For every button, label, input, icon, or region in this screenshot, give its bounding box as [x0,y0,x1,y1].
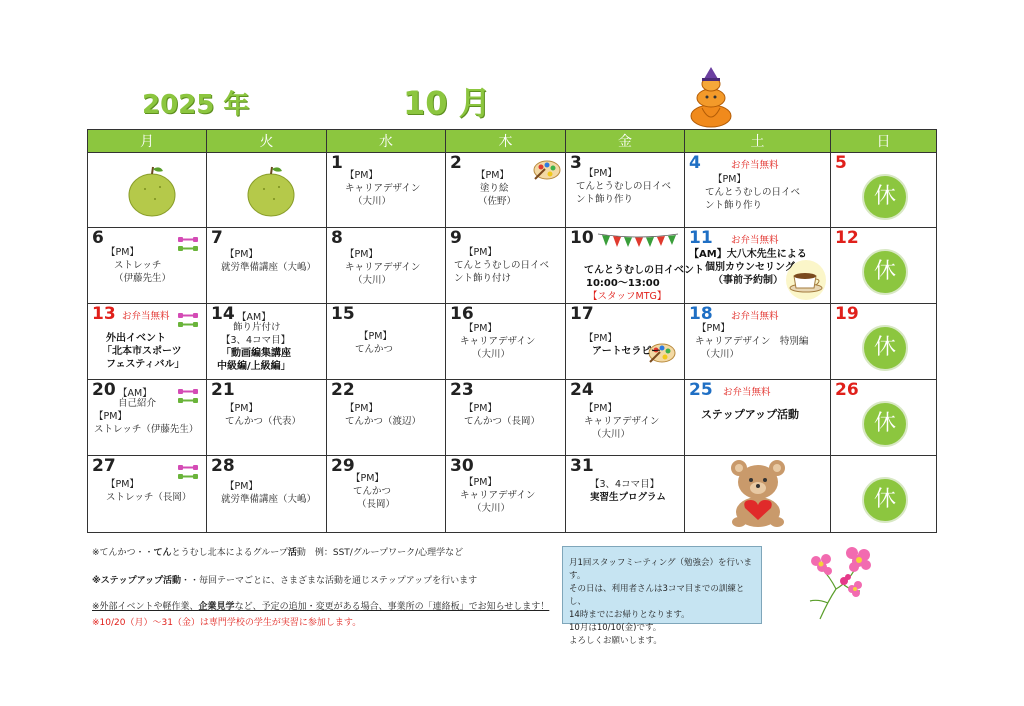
event-slot: 【PM】 [225,481,258,492]
day-number: 6 [92,228,104,248]
day-cell-7[interactable] [207,228,327,304]
event-note: （事前予約制） [713,275,783,286]
event-slot: 【PM】 [464,403,497,414]
weekday-mon: 月 [88,130,207,153]
event-staff: （大川） [353,196,392,207]
event-slot: 【PM】 [464,323,497,334]
day-cell-20[interactable] [88,380,207,456]
event-title: てんとうむしの日イベ [576,181,672,192]
event-slot: 【3、4コマ目】 [221,335,291,346]
dumbbell-icon [176,310,200,330]
event-slot: 【PM】 [106,247,139,258]
day-cell-23[interactable] [446,380,566,456]
event-title-cont: 「北本市スポーツ [102,346,182,357]
day-cell-29[interactable] [327,456,446,533]
event-slot: 【3、4コマ目】 [590,479,660,490]
day-cell-14[interactable] [207,304,327,380]
event-staff: （大川） [701,349,740,360]
event-slot: 【PM】 [713,174,746,185]
day-number: 22 [331,380,355,400]
weekday-thu: 木 [446,130,566,153]
event-title: ストレッチ [114,260,162,271]
event-slot: 【AM】 [118,388,152,399]
day-cell-8[interactable] [327,228,446,304]
day-number: 9 [450,228,462,248]
event-staff: （大川） [592,429,631,440]
event-title: てんかつ [355,344,394,355]
day-cell-6[interactable] [88,228,207,304]
day-number: 28 [211,456,235,476]
event-title: ストレッチ（伊藤先生） [94,424,199,435]
event-slot: 【PM】 [464,247,497,258]
event-slot: 【PM】 [94,411,127,422]
event-slot: 【PM】 [345,403,378,414]
day-cell-12[interactable] [831,228,937,304]
event-time: 10:00～13:00 [586,278,660,289]
day-number: 23 [450,380,474,400]
event-staff: （大川） [472,503,511,514]
event-title: 「動画編集講座 [221,348,291,359]
staff-meeting-label: 【スタッフMTG】 [588,291,667,302]
event-slot: 【PM】 [225,403,258,414]
event-slot: 【PM】 [584,168,617,179]
day-cell-empty [831,456,937,533]
bunting-icon [598,232,678,248]
day-cell-21[interactable] [207,380,327,456]
day-cell-31[interactable] [566,456,685,533]
day-cell-27[interactable] [88,456,207,533]
event-title: キャリアデザイン [584,416,660,427]
day-number: 27 [92,456,116,476]
day-number: 13 [92,304,116,324]
free-lunch-label: お弁当無料 [723,387,771,398]
day-number: 31 [570,456,594,476]
event-title: ステップアップ活動 [701,408,800,421]
weekday-fri: 金 [566,130,685,153]
day-number: 14 [211,304,235,324]
event-title: てんかつ（渡辺） [345,416,422,427]
month-title: 10 月 [403,84,491,122]
event-title: 就労準備講座（大嶋） [221,262,317,273]
event-slot: 【PM】 [106,479,139,490]
day-number: 18 [689,304,713,324]
event-title-cont: ント飾り付け [454,273,512,284]
day-cell-11[interactable] [685,228,831,304]
event-title-cont: 個別カウンセリング [705,262,795,273]
teddy-bear-heart-icon [725,458,791,528]
day-cell-empty [88,153,207,228]
day-cell-empty [685,456,831,533]
event-title: ストレッチ（長岡） [106,492,192,503]
day-cell-15[interactable] [327,304,446,380]
day-number: 21 [211,380,235,400]
event-title: てんとうむしの日イベ [705,187,801,198]
free-lunch-label: お弁当無料 [731,235,779,246]
event-slot: 【PM】 [359,331,392,342]
weekday-wed: 水 [327,130,446,153]
note-changes: ※外部イベントや軽作業、企業見学など、予定の追加・変更がある場合、事業所の「連絡板」でお知らせします！ [92,602,550,612]
year-title: 2025 年 [142,90,250,120]
staff-meeting-info: 月1回スタッフミーティング（勉強会）を行います。 その日は、利用者さんは3コマ目までの訓練とし、 14時までにお帰りとなります。 10月は10/10(金)です。 よろしくお願いします。 [562,546,762,624]
day-cell-13[interactable] [88,304,207,380]
day-number: 11 [689,228,713,248]
event-title: キャリアデザイン [460,490,536,501]
weekday-sat: 土 [685,130,831,153]
day-number: 16 [450,304,474,324]
note-students: ※10/20（月）～31（金）は専門学校の学生が実習に参加します。 [92,618,362,628]
day-cell-5[interactable] [831,153,937,228]
event-title: てんかつ（長岡） [464,416,541,427]
day-number: 25 [689,380,713,400]
event-slot: 【PM】 [225,249,258,260]
event-staff: （長岡） [357,499,396,510]
note-stepup: ※ステップアップ活動・・毎回テーマごとに、さまざまな活動を通じステップアップを行います [92,576,478,586]
day-number: 29 [331,456,355,476]
day-cell-4[interactable] [685,153,831,228]
day-number: 3 [570,153,582,173]
day-number: 26 [835,380,859,400]
day-number: 20 [92,380,116,400]
event-title: 塗り絵 [480,183,509,194]
event-title: てんかつ（代表） [225,416,302,427]
day-cell-25[interactable] [685,380,831,456]
day-number: 7 [211,228,223,248]
event-title: アートセラピー [592,346,661,357]
free-lunch-label: お弁当無料 [731,160,779,171]
day-number: 1 [331,153,343,173]
event-title-cont: 中級編/上級編」 [217,361,291,372]
day-number: 30 [450,456,474,476]
event-title: 【AM】大八木先生による [689,249,807,260]
event-title-cont: フェスティバル」 [106,359,185,370]
holiday-badge: 休 [862,249,908,295]
day-cell-16[interactable] [446,304,566,380]
event-slot: 【PM】 [584,333,617,344]
event-slot: 【AM】 [237,312,271,323]
day-cell-26[interactable] [831,380,937,456]
cosmos-flower-icon [800,541,878,621]
event-title: キャリアデザイン [345,262,421,273]
pear-icon [244,165,298,217]
event-title: 実習生プログラム [590,492,666,503]
event-staff: （伊藤先生） [114,273,172,284]
event-title: 就労準備講座（大嶋） [221,494,317,505]
day-number: 5 [835,153,847,173]
event-title-cont: ント飾り作り [705,200,763,211]
day-cell-22[interactable] [327,380,446,456]
event-slot: 【PM】 [697,323,730,334]
holiday-badge: 休 [862,401,908,447]
weekday-sun: 日 [831,130,937,153]
day-number: 17 [570,304,594,324]
event-title: てんかつ [353,486,392,497]
pear-icon [125,165,179,217]
holiday-badge: 休 [862,325,908,371]
calendar-grid [87,129,937,533]
event-slot: 【PM】 [345,249,378,260]
day-number: 24 [570,380,594,400]
day-number: 2 [450,153,462,173]
day-cell-9[interactable] [446,228,566,304]
event-slot: 【PM】 [345,170,378,181]
day-cell-18[interactable] [685,304,831,380]
day-number: 4 [689,153,701,173]
day-number: 8 [331,228,343,248]
holiday-badge: 休 [862,174,908,220]
event-title: 飾り片付け [233,322,281,333]
event-slot: 【PM】 [584,403,617,414]
weekday-tue: 火 [207,130,327,153]
event-title: キャリアデザイン [460,336,536,347]
day-number: 15 [331,304,355,324]
day-cell-24[interactable] [566,380,685,456]
note-tenkatsu: ※てんかつ・・てんとうむし北本によるグループ活動 例：SST/グループワーク/心理学など [92,548,464,558]
event-title-cont: ント飾り作り [576,194,634,205]
day-number: 19 [835,304,859,324]
day-cell-28[interactable] [207,456,327,533]
day-number: 12 [835,228,859,248]
event-staff: （大川） [353,275,392,286]
day-number: 10 [570,228,594,248]
event-staff: （佐野） [478,196,517,207]
day-cell-empty [207,153,327,228]
day-cell-3[interactable] [566,153,685,228]
event-title: てんとうむしの日イベ [454,260,550,271]
day-cell-30[interactable] [446,456,566,533]
free-lunch-label: お弁当無料 [122,311,170,322]
event-title: てんとうむしの日イベント [584,265,704,276]
event-slot: 【PM】 [351,473,384,484]
day-cell-17[interactable] [566,304,685,380]
event-title: 自己紹介 [118,398,157,409]
day-cell-19[interactable] [831,304,937,380]
event-title: キャリアデザイン 特別編 [695,336,809,347]
pumpkin-stack-icon [688,66,734,128]
event-slot: 【PM】 [476,170,509,181]
event-title: 外出イベント [106,333,166,344]
event-slot: 【PM】 [464,477,497,488]
day-cell-1[interactable] [327,153,446,228]
event-staff: （大川） [472,349,511,360]
day-cell-2[interactable] [446,153,566,228]
free-lunch-label: お弁当無料 [731,311,779,322]
event-title: キャリアデザイン [345,183,421,194]
holiday-badge: 休 [862,477,908,523]
